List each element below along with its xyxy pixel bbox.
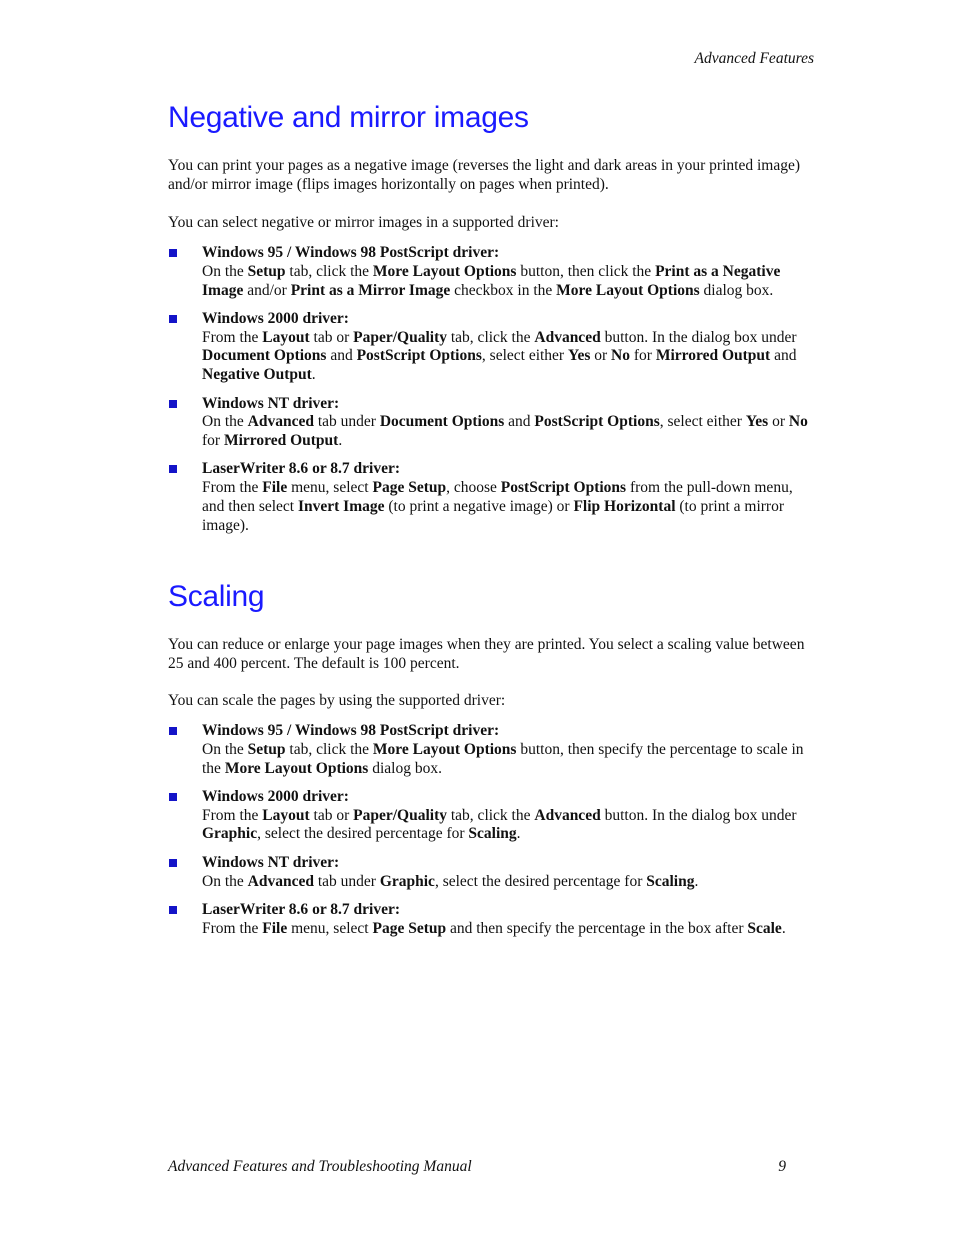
ui-term: PostScript Options [534, 413, 660, 431]
text-run: From the [202, 919, 263, 937]
ui-term: PostScript Options [356, 347, 482, 365]
text-run: and then specify the percentage in the box after [446, 919, 748, 937]
ui-term: Advanced [534, 806, 601, 824]
ui-term: No [788, 413, 808, 431]
ui-term: LaserWriter 8.6 [202, 900, 309, 918]
driver-list [168, 244, 818, 545]
ui-term: Flip Horizontal [573, 498, 676, 516]
driver-item [168, 722, 818, 778]
driver-instructions [202, 479, 818, 535]
ui-term: Mirrored Output [223, 432, 339, 450]
ui-term: Setup [247, 262, 286, 280]
text-run: tab, click the [285, 740, 373, 758]
driver-instructions [202, 741, 818, 779]
driver-name: Windows NT driver: [202, 853, 340, 871]
text-run: From the [202, 806, 263, 824]
text-run: button. In the dialog box under [600, 806, 797, 824]
text-run: On the [202, 262, 248, 280]
section-lead: You can select negative or mirror images in a supported driver: [168, 214, 559, 231]
ui-term: Yes [745, 413, 769, 431]
text-run: From the [202, 479, 263, 497]
driver-name: Windows 95 / Windows 98 PostScript driver: [202, 722, 500, 739]
text-run: tab or [309, 806, 354, 824]
text-run: On the [202, 740, 248, 758]
driver-item [168, 244, 818, 300]
text-run: , select either [659, 413, 746, 431]
ui-term: Negative Output [202, 366, 312, 384]
driver-list [168, 722, 818, 948]
ui-term: Scaling [468, 825, 517, 843]
ui-term: Print as a Mirror Image [290, 281, 451, 299]
driver-item [168, 854, 818, 892]
driver-name: Windows NT driver: [202, 394, 340, 412]
driver-item [168, 788, 818, 844]
text-run: and [326, 347, 357, 365]
driver-instructions [202, 920, 818, 939]
ui-term: Document Options [202, 347, 327, 365]
text-run: menu, select [287, 919, 373, 937]
text-run: for [202, 432, 224, 450]
section-intro: You can reduce or enlarge your page images when they are printed. You select a scaling value between 25 and 400 percent. The default is 100 percent. [168, 636, 805, 672]
driver-item [168, 901, 818, 939]
driver-name: Windows 2000 driver: [202, 787, 349, 805]
ui-term: Invert Image [297, 498, 385, 516]
ui-term: LaserWriter 8.6 [202, 460, 309, 478]
ui-term: 8.7 driver: [330, 900, 401, 918]
driver-instructions [202, 263, 818, 301]
ui-term: 8.7 driver: [330, 460, 401, 478]
text-run: or [308, 460, 331, 478]
driver-instructions [202, 807, 818, 845]
square-bullet-icon [169, 465, 177, 473]
ui-term: Print as a Negative Image [202, 262, 781, 299]
driver-item [168, 395, 818, 451]
text-run: button. In the dialog box under [600, 328, 797, 346]
ui-term: File [262, 479, 288, 497]
text-run: . [516, 825, 521, 843]
driver-instructions [202, 873, 818, 892]
text-run: button, then click the [516, 262, 656, 280]
ui-term: Scaling [646, 872, 695, 890]
text-run: , select either [481, 347, 568, 365]
ui-term: No [611, 347, 630, 365]
ui-term: More Layout Options [556, 281, 700, 299]
text-run: . [694, 872, 699, 890]
running-header: Advanced Features [694, 50, 814, 67]
driver-instructions [202, 413, 818, 451]
square-bullet-icon [169, 315, 177, 323]
text-run: (to print a mirror image). [202, 498, 784, 534]
square-bullet-icon [169, 400, 177, 408]
text-run: (to print a negative image) or [384, 498, 574, 516]
ui-term: Graphic [202, 825, 258, 843]
footer-manual-title: Advanced Features and Troubleshooting Manual [168, 1158, 472, 1175]
text-run: , select the desired percentage for [257, 825, 469, 843]
ui-term: Layout [262, 806, 310, 824]
text-run: tab under [313, 413, 380, 431]
section-intro: You can print your pages as a negative image (reverses the light and dark areas in your printed image) and/or mirror image (flips images horizontally on pages when printed). [168, 157, 800, 193]
text-run: On the [202, 413, 248, 431]
ui-term: Advanced [534, 328, 601, 346]
text-run: and [770, 347, 797, 365]
driver-instructions [202, 329, 818, 385]
square-bullet-icon [169, 727, 177, 735]
ui-term: Mirrored Output [655, 347, 771, 365]
ui-term: Page Setup [372, 919, 447, 937]
driver-name [202, 460, 818, 479]
ui-term: PostScript Options [500, 479, 627, 497]
text-run: tab, click the [447, 328, 535, 346]
text-run: On the [202, 872, 248, 890]
ui-term: File [262, 919, 288, 937]
text-run: tab, click the [285, 262, 373, 280]
text-run: From the [202, 328, 263, 346]
driver-item [168, 310, 818, 385]
ui-term: More Layout Options [224, 759, 369, 777]
ui-term: More Layout Options [372, 262, 517, 280]
text-run: , select the desired percentage for [434, 872, 647, 890]
text-run: from the pull-down menu, and then select [202, 479, 793, 516]
text-run: . [781, 919, 786, 937]
text-run: and/or [243, 281, 291, 299]
text-run: menu, select [287, 479, 373, 497]
text-run: button, then specify the percentage to scale in the [202, 740, 804, 777]
text-run: dialog box. [699, 281, 774, 299]
ui-term: Advanced [247, 413, 314, 431]
ui-term: Scale [747, 919, 782, 937]
ui-term: Setup [247, 740, 286, 758]
text-run: , choose [446, 479, 501, 497]
square-bullet-icon [169, 249, 177, 257]
text-run: and [504, 413, 535, 431]
driver-item [168, 460, 818, 535]
ui-term: Yes [567, 347, 591, 365]
text-run: tab, click the [447, 806, 535, 824]
text-run: tab or [309, 328, 354, 346]
text-run: or [590, 347, 612, 365]
text-run: for [630, 347, 656, 365]
section-lead: You can scale the pages by using the supported driver: [168, 692, 506, 709]
ui-term: More Layout Options [372, 740, 517, 758]
driver-name: Windows 95 / Windows 98 PostScript driver: [202, 244, 500, 261]
driver-name: Windows 2000 driver: [202, 309, 349, 327]
text-run: . [338, 432, 343, 450]
ui-term: Layout [262, 328, 310, 346]
square-bullet-icon [169, 906, 177, 914]
page-number: 9 [778, 1158, 786, 1175]
ui-term: Paper/Quality [353, 806, 447, 824]
text-run: dialog box. [368, 759, 442, 777]
text-run: or [308, 900, 331, 918]
ui-term: Advanced [247, 872, 314, 890]
text-run: or [768, 413, 789, 431]
section-title-scaling: Scaling [168, 580, 265, 613]
square-bullet-icon [169, 793, 177, 801]
section-title-negative-mirror: Negative and mirror images [168, 101, 529, 134]
ui-term: Document Options [379, 413, 505, 431]
ui-term: Graphic [379, 872, 435, 890]
text-run: checkbox in the [450, 281, 557, 299]
square-bullet-icon [169, 859, 177, 867]
text-run: . [311, 366, 316, 384]
driver-name [202, 901, 818, 920]
ui-term: Page Setup [372, 479, 447, 497]
ui-term: Paper/Quality [353, 328, 447, 346]
text-run: tab under [313, 872, 380, 890]
